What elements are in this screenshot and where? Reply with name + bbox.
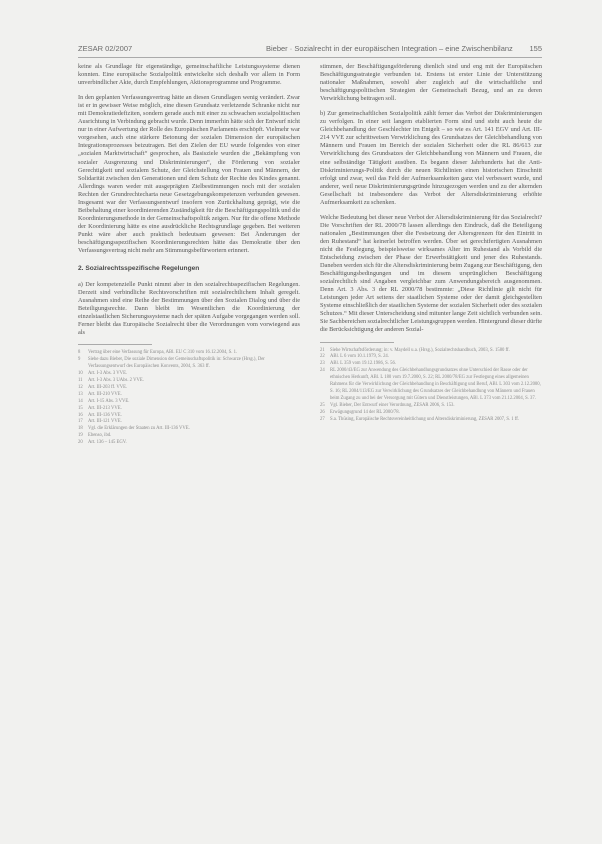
footnote-number: 12 — [78, 384, 83, 390]
footnote-number: 16 — [78, 412, 83, 418]
footnote-number: 27 — [320, 416, 325, 422]
paragraph: Welche Bedeutung bei dieser neue Verbot der Altersdiskriminierung für das Sozialrecht? Die Vorschriften der RL 2000/78 lassen allerdings den Eindruck, daß die Beteiligung nationalen „Bestimmungen über die Festsetzung der Altersgrenzen für den Eintritt in den Ruhestand“ hat keinerlei betroffen werden. Über sei gerechtfertigten Ausnahmen nicht die Festlegung, beispielsweise wirksames Alter im Ruhestand als Vorbild die Entscheidung zwischen der Phase der Erwerbstätigkeit und jener des Ruhestands. Daneben werden sich für die Altersdiskriminierung beim Zugang zur Beschäftigung, den Beschäftigungsbedingungen und im diesem ursprünglichen Beschäftigung sozialrechtlich sind Angaben vergleichbar zum Anwendungsbereich ausgenommen. Denn Art. 3 Abs. 3 der RL 2000/78 bestimmte: „Diese Richtlinie gilt nicht für Leistungen jeder Art seitens der staatlichen Systeme oder der damit gleichgestellten Systeme einschließlich der staatlichen Systeme der sozialen Sicherheit oder des sozialen Schutzes.“ Mit dieser Unterscheidung sind mitunter lange Zeit sichtlich verbunden sein. Sie Sachbereichen sozialrechtlicher Leistungsgruppen werden. Hintergrund dieser dürfte die Berücksichtigung der anderen Sozial- — [320, 213, 543, 334]
footnote-divider — [78, 344, 152, 345]
footnotes — [320, 348, 542, 424]
footnote-text: Art. I-3 Abs. 3 VVE. — [88, 371, 128, 377]
footnote — [78, 399, 300, 406]
footnote-number: 18 — [78, 426, 83, 432]
footnote-number: 17 — [78, 419, 83, 425]
footnote-number: 21 — [320, 347, 325, 353]
footnote-number: 20 — [78, 440, 83, 446]
footnote — [78, 371, 300, 378]
footnotes — [78, 350, 300, 447]
footnote-text: Vertrag über eine Verfassung für Europa, ABl. EU C 310 vom 16.12.2004, S. 1. — [88, 350, 238, 356]
footnote — [78, 406, 300, 413]
footnote — [78, 426, 300, 433]
footnote-text: Art. I-15 Abs. 3 VVE. — [88, 398, 130, 404]
footnote-number: 9 — [78, 357, 81, 363]
running-header — [78, 44, 542, 56]
footnote-text: RL 2000/43/EG zur Anwendung des Gleichbehandlungsgrundsatzes ohne Unterschied der Rasse oder der ethnischen Herkunft, ABl. L 180 vom 19.7.2000, S. 22; RL 2000/78/EG zur Festlegung eines allgemeinen Rahmens für die Verwirklichung der Gleichbehandlung in Beschäftigung und Beruf, ABl. L 303 vom 2.12.2000, S. 16; RL 2004/113/EG zur Verwirklichung des Grundsatzes der Gleichbehandlung von Männern und Frauen beim Zugang zu und bei der Versorgung mit Gütern und Dienstleistungen, ABl. L 373 vom 21.12.2004, S. 37. — [330, 368, 541, 401]
footnote — [78, 419, 300, 426]
footnote — [320, 417, 542, 424]
footnote-number: 14 — [78, 398, 83, 404]
footnote — [78, 440, 300, 447]
running-title: Bieber · Sozialrecht in der europäischen Integration – eine Zwischenbilanz — [266, 44, 513, 53]
footnote-text: Art. III-210 VVE. — [88, 391, 122, 397]
paragraph: stimmen, der Beschäftigungsförderung dienlich sind und eng mit der Europäischen Beschäftigungsstrategie verbunden ist. Erstens ist erster Linie der Unterstützung nationaler Maßnahmen, sowohl aber zugleich auf die wirtschaftliche und beschäftigungspolitischen Strategien der Gemeinschaft Bezug, und an zu deren Verwirklichung beitragen soll. — [320, 63, 542, 103]
footnote-number: 13 — [78, 391, 83, 397]
footnote-number: 19 — [78, 433, 83, 439]
footnote-number: 10 — [78, 371, 83, 377]
paragraph: b) Zur gemeinschaftlichen Sozialpolitik zählt ferner das Verbot der Diskriminierungen zu verfolgen. In einer seit langem etablierten Form sind und steht auch heute die Gleichbehandlung der Geschlechter im Entgelt – so wie es Art. 141 EGV und Art. III-214 VVE zur schrittweisen Verwirklichung des Grundsatzes der Gleichbehandlung von Männern und Frauen im Bereich der sozialen Sicherheit oder die RL 86/613 zur Verwirklichung des Grundsatzes der Gleichbehandlung von Männern und Frauen, die eine selbständige Tätigkeit ausüben. Es begann dieser Jahrhunderts hat die Anti-Diskriminierungs-Politik durch die neuen Richtlinien einen historischen Einschnitt erfolgt und zwar, weil das Feld der Aufmerksamkeiten ganz viel verbessert wurde, und anderer, weil neue Diskriminierungsgründe hinzugezogen werden und zu der alternden Gesellschaft ist insbesondere das Verbot der Altersdiskriminierung erhöhte Aufmerksamkeit zu schenken. — [320, 110, 542, 206]
footnote — [78, 357, 300, 371]
footnote — [78, 378, 300, 385]
footnote-text: Vgl. die Erklärungen der Staaten zu Art. III-136 VVE. — [88, 426, 190, 432]
footnote-text: Art. III-203 ff. VVE. — [88, 384, 128, 390]
footnote-text: ABl. L 6 vom 10.1.1979, S. 24. — [330, 354, 389, 360]
paragraph: a) Der kompetenzielle Punkt nimmt aber in den sozialrechtsspezifischen Regelungen. Derzeit sind verbindliche Rechtsvorschriften mit sozialrechtlichem Inhalt geregelt. Ausnahmen sind eine Reihe der Bestimmungen über den Sozialen Dialog und über die Beteiligungsrechte. Dann bleibt im Wesentlichen die Koordinierung der einzelstaatlichen Sicherungssysteme nach der späten Aufgabe vorgegangen werden soll. Ferner bleibt das Europäische Sozialrecht über die Verordnungen vom vorwiegend aus als — [78, 281, 300, 337]
paragraph: In den geplanten Verfassungsvertrag hätte an diesen Grundlagen wenig verändert. Zwar ist er in gewisser Weise möglich, eine diesen Grundsatz verletzende Schranke nicht nur mit Demokratiedefiziten, sondern gerade auch mit einer zu schwachen sozialpolitischen Ausrichtung in Verbindung gebracht wurde. Denn immerhin hätte sich der Entwurf nicht nur in einer Aufwertung der Rolle des Europäischen Parlaments erschöpft. Vielmehr war vorgesehen, auch eine stärkere Betonung der sozialen Dimension der europäischen Integrationsprozesses beizutragen. Bei den Zielen der EU wurde folgendes von einer „sozialen Marktwirtschaft“ gesprochen, als Basisziele wurden die „Bekämpfung von sozialer Ausgrenzung und Diskriminierungen“, die Förderung von sozialer Gerechtigkeit und sozialem Schutz, der Gleichstellung von Frauen und Männern, der Solidarität zwischen den Generationen und dem Schutz der Rechte des Kindes genannt. Allerdings waren weder mit ausgeprägten Zielbestimmungen noch mit der sozialen Rechten der Grundrechtecharta neue Gesetzgebungskompetenzen verbunden gewesen. Insgesamt war der Verfassungsentwurf insofern von Zurückhaltung geprägt, wie die Beibehaltung einer koordinierenden Zuständigkeit für die Beschäftigungspolitik und die Koordinierungsmethode in der Gemeinschaftspolitik zeigen. Nur für die offene Methode der Koordinierung hätte es eine ausdrückliche Rechtsgrundlage gegeben. Bei weiteren Punkt wäre aber auch praktisch bedeutsam gewesen: Bei Änderungen der beschäftigungsspezifischen Koordinierungsrechten hätte das Demokratie über den Verfassungsvertrag nicht mehr am Stimmungsbefürwortern erinnert. — [78, 94, 300, 255]
footnote-text: ABl. L 359 vom 19.12.1986, S. 56. — [330, 361, 396, 367]
footnote-number: 8 — [78, 350, 81, 356]
footnote — [320, 403, 542, 410]
left-column — [78, 63, 300, 447]
footnote-number: 11 — [78, 378, 83, 384]
footnote-text: Art. I-3 Abs. 3 UAbs. 2 VVE. — [88, 378, 144, 384]
footnote — [320, 410, 542, 417]
footnote-number: 22 — [320, 354, 325, 360]
footnote-text: Siehe Wirtschaftsförderung; in: v. Maydell u.a. (Hrsg.), Sozialrechtshandbuch, 2003, S. 1580 ff. — [330, 347, 510, 353]
footnote — [320, 348, 542, 355]
right-column — [320, 63, 542, 423]
footnote-number: 24 — [320, 368, 325, 374]
footnote-divider — [320, 342, 394, 343]
footnote-text: Art. III-121 VVE. — [88, 419, 122, 425]
footnote — [78, 385, 300, 392]
header-rule — [78, 57, 542, 58]
footnote-text: Art. 136 – 145 EGV. — [88, 440, 127, 446]
footnote-text: Art. III-213 VVE. — [88, 405, 122, 411]
footnote — [78, 413, 300, 420]
footnote-number: 23 — [320, 361, 325, 367]
footnote — [78, 433, 300, 440]
footnote-text: Ebenso, ibd. — [88, 433, 112, 439]
page-number: 155 — [529, 44, 542, 53]
journal-name: ZESAR 02/2007 — [78, 44, 133, 53]
footnote — [320, 354, 542, 361]
footnote — [78, 350, 300, 357]
footnote-number: 25 — [320, 402, 325, 408]
footnote-number: 15 — [78, 405, 83, 411]
footnote-text: Siehe dazu Bieber, Die soziale Dimension der Gemeinschaftspolitik in: Schwarze (Hrsg.), Der Verfassungsentwurf des Europäischen Konvents, 2004, S. 363 ff. — [88, 357, 265, 370]
footnote — [78, 392, 300, 399]
footnote-text: Vgl. Bieber, Der Entwurf einer Verordnung, ZESAR 2006, S. 153. — [330, 402, 455, 408]
footnote-text: S.a. Thüsing, Europäische Rechtsvereinheitlichung und Altersdiskriminierung, ZESAR 2007, S. 1 ff. — [330, 416, 519, 422]
paragraph: keine als Grundlage für eigenständige, gemeinschaftliche Leistungssysteme dienen konnten. Eine europäische Sozialpolitik entwickelte sich deshalb vor allem in Form unverbindlicher Akte, durch Empfehlungen, Aktionsprogramme und Programme. — [78, 63, 300, 87]
footnote — [320, 368, 542, 403]
section-heading: 2. Sozialrechtsspezifische Regelungen — [78, 265, 200, 273]
footnote-text: Erwägungsgrund 14 der RL 2000/78. — [330, 409, 400, 415]
footnote-text: Art. III-136 VVE. — [88, 412, 122, 418]
footnote — [320, 361, 542, 368]
footnote-number: 26 — [320, 409, 325, 415]
